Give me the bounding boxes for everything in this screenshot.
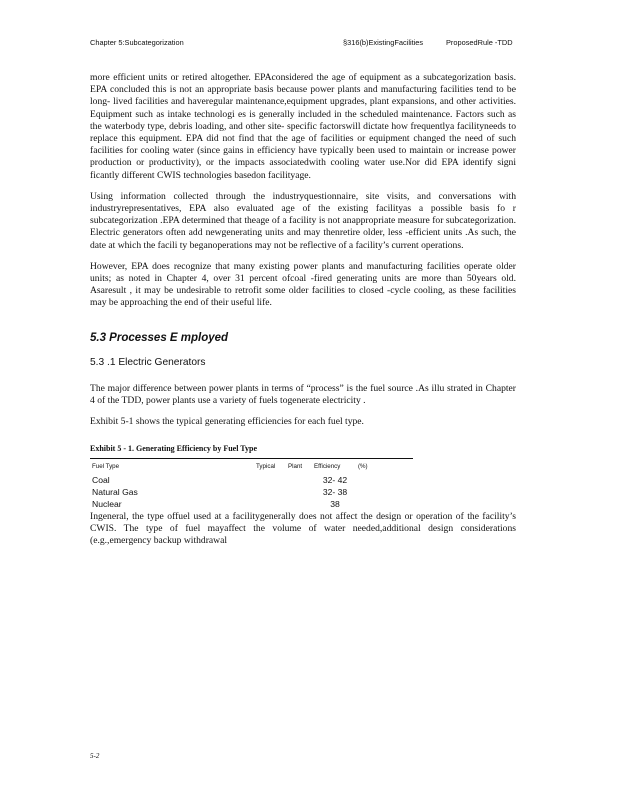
- paragraph-fuel-cwis: Ingeneral, the type offuel used at a facilitygenerally does not affect the design or operation of the facility’s CWIS. The type of fuel mayaffect the volume of water needed,additional design considerations (e.g.,emergency backup withdrawal: [90, 510, 516, 547]
- paragraph-fuel-source: The major difference between power plants in terms of “process” is the fuel source .As illu strated in Chapter 4 of the TDD, power plants use a variety of fuels togenerate electricity .: [90, 383, 516, 407]
- col-typical: Typical: [256, 462, 276, 470]
- table-row: [90, 486, 414, 498]
- cell-efficiency: 32- 42: [322, 475, 348, 486]
- col-fuel-type: Fuel Type: [92, 462, 120, 470]
- cell-fuel: Nuclear: [92, 499, 122, 510]
- page-number: 5-2: [90, 752, 100, 760]
- cell-efficiency: 32- 38: [322, 487, 348, 498]
- header-section: §316(b)ExistingFacilities: [343, 38, 424, 47]
- cell-fuel: Natural Gas: [92, 487, 138, 498]
- paragraph-exhibit-intro: Exhibit 5-1 shows the typical generating efficiencies for each fuel type.: [90, 416, 364, 428]
- table-row: [90, 498, 414, 510]
- cell-fuel: Coal: [92, 475, 110, 486]
- section-heading: 5.3 Processes E mployed: [90, 331, 229, 344]
- subsection-heading: 5.3 .1 Electric Generators: [90, 356, 206, 368]
- paragraph-age-facility: Using information collected through the industryquestionnaire, site visits, and conversations with industryrepresentatives, EPA also evaluated age of the existing facilityas a possible basis fo r subcategorization .EPA determined that theage of a facility is not anappropriate measure for subcategorization. Electric generators often add newgenerating units and may thenretire older, less -efficient units .As such, the date at which the facili ty beganoperations may not be reflective of a facility’s current operations.: [90, 190, 516, 251]
- col-plant: Plant: [288, 462, 303, 470]
- header-rule: ProposedRule -TDD: [446, 38, 513, 47]
- table-header-row: [90, 459, 414, 474]
- col-percent: (%): [358, 462, 368, 470]
- table-row: [90, 474, 414, 486]
- paragraph-age-equipment: more efficient units or retired altogether. EPAconsidered the age of equipment as a subcategorization basis. EPA concluded this is not an appropriate basis because power plants and manufacturing facilities tend to be long- lived facilities and haveregular maintenance,equipment upgrades, plant expansions, and other activities. Equipment such as intake technologi es is generally included in the scheduled maintenance. Factors such as the waterbody type, debris loading, and other site- specific factorswill dictate how frequentlya facilityneeds to replace this equipment. EPA did not find that the age of facilities or equipment changed the need of such facilities for cooling water (since gains in efficiency have typically been used to maintain or increase power production or productivity), or the impacts associatedwith cooling water use.Nor did EPA identify signi ficantly different CWIS technologies basedon facilityage.: [90, 72, 516, 181]
- efficiency-table: [90, 459, 414, 511]
- paragraph-older-units: However, EPA does recognize that many existing power plants and manufacturing facilities operate older units; as noted in Chapter 4, over 31 percent ofcoal -fired generating units are more than 50years old. Asaresult , it may be undesirable to retrofit some older facilities to closed -cycle cooling, as these facilities may be approaching the end of their useful life.: [90, 260, 516, 309]
- exhibit-title: Exhibit 5 - 1. Generating Efficiency by Fuel Type: [90, 443, 258, 453]
- document-body: [90, 72, 516, 556]
- header-chapter: Chapter 5:Subcategorization: [90, 38, 184, 47]
- col-efficiency: Efficiency: [314, 462, 341, 470]
- cell-efficiency: 38: [330, 499, 340, 510]
